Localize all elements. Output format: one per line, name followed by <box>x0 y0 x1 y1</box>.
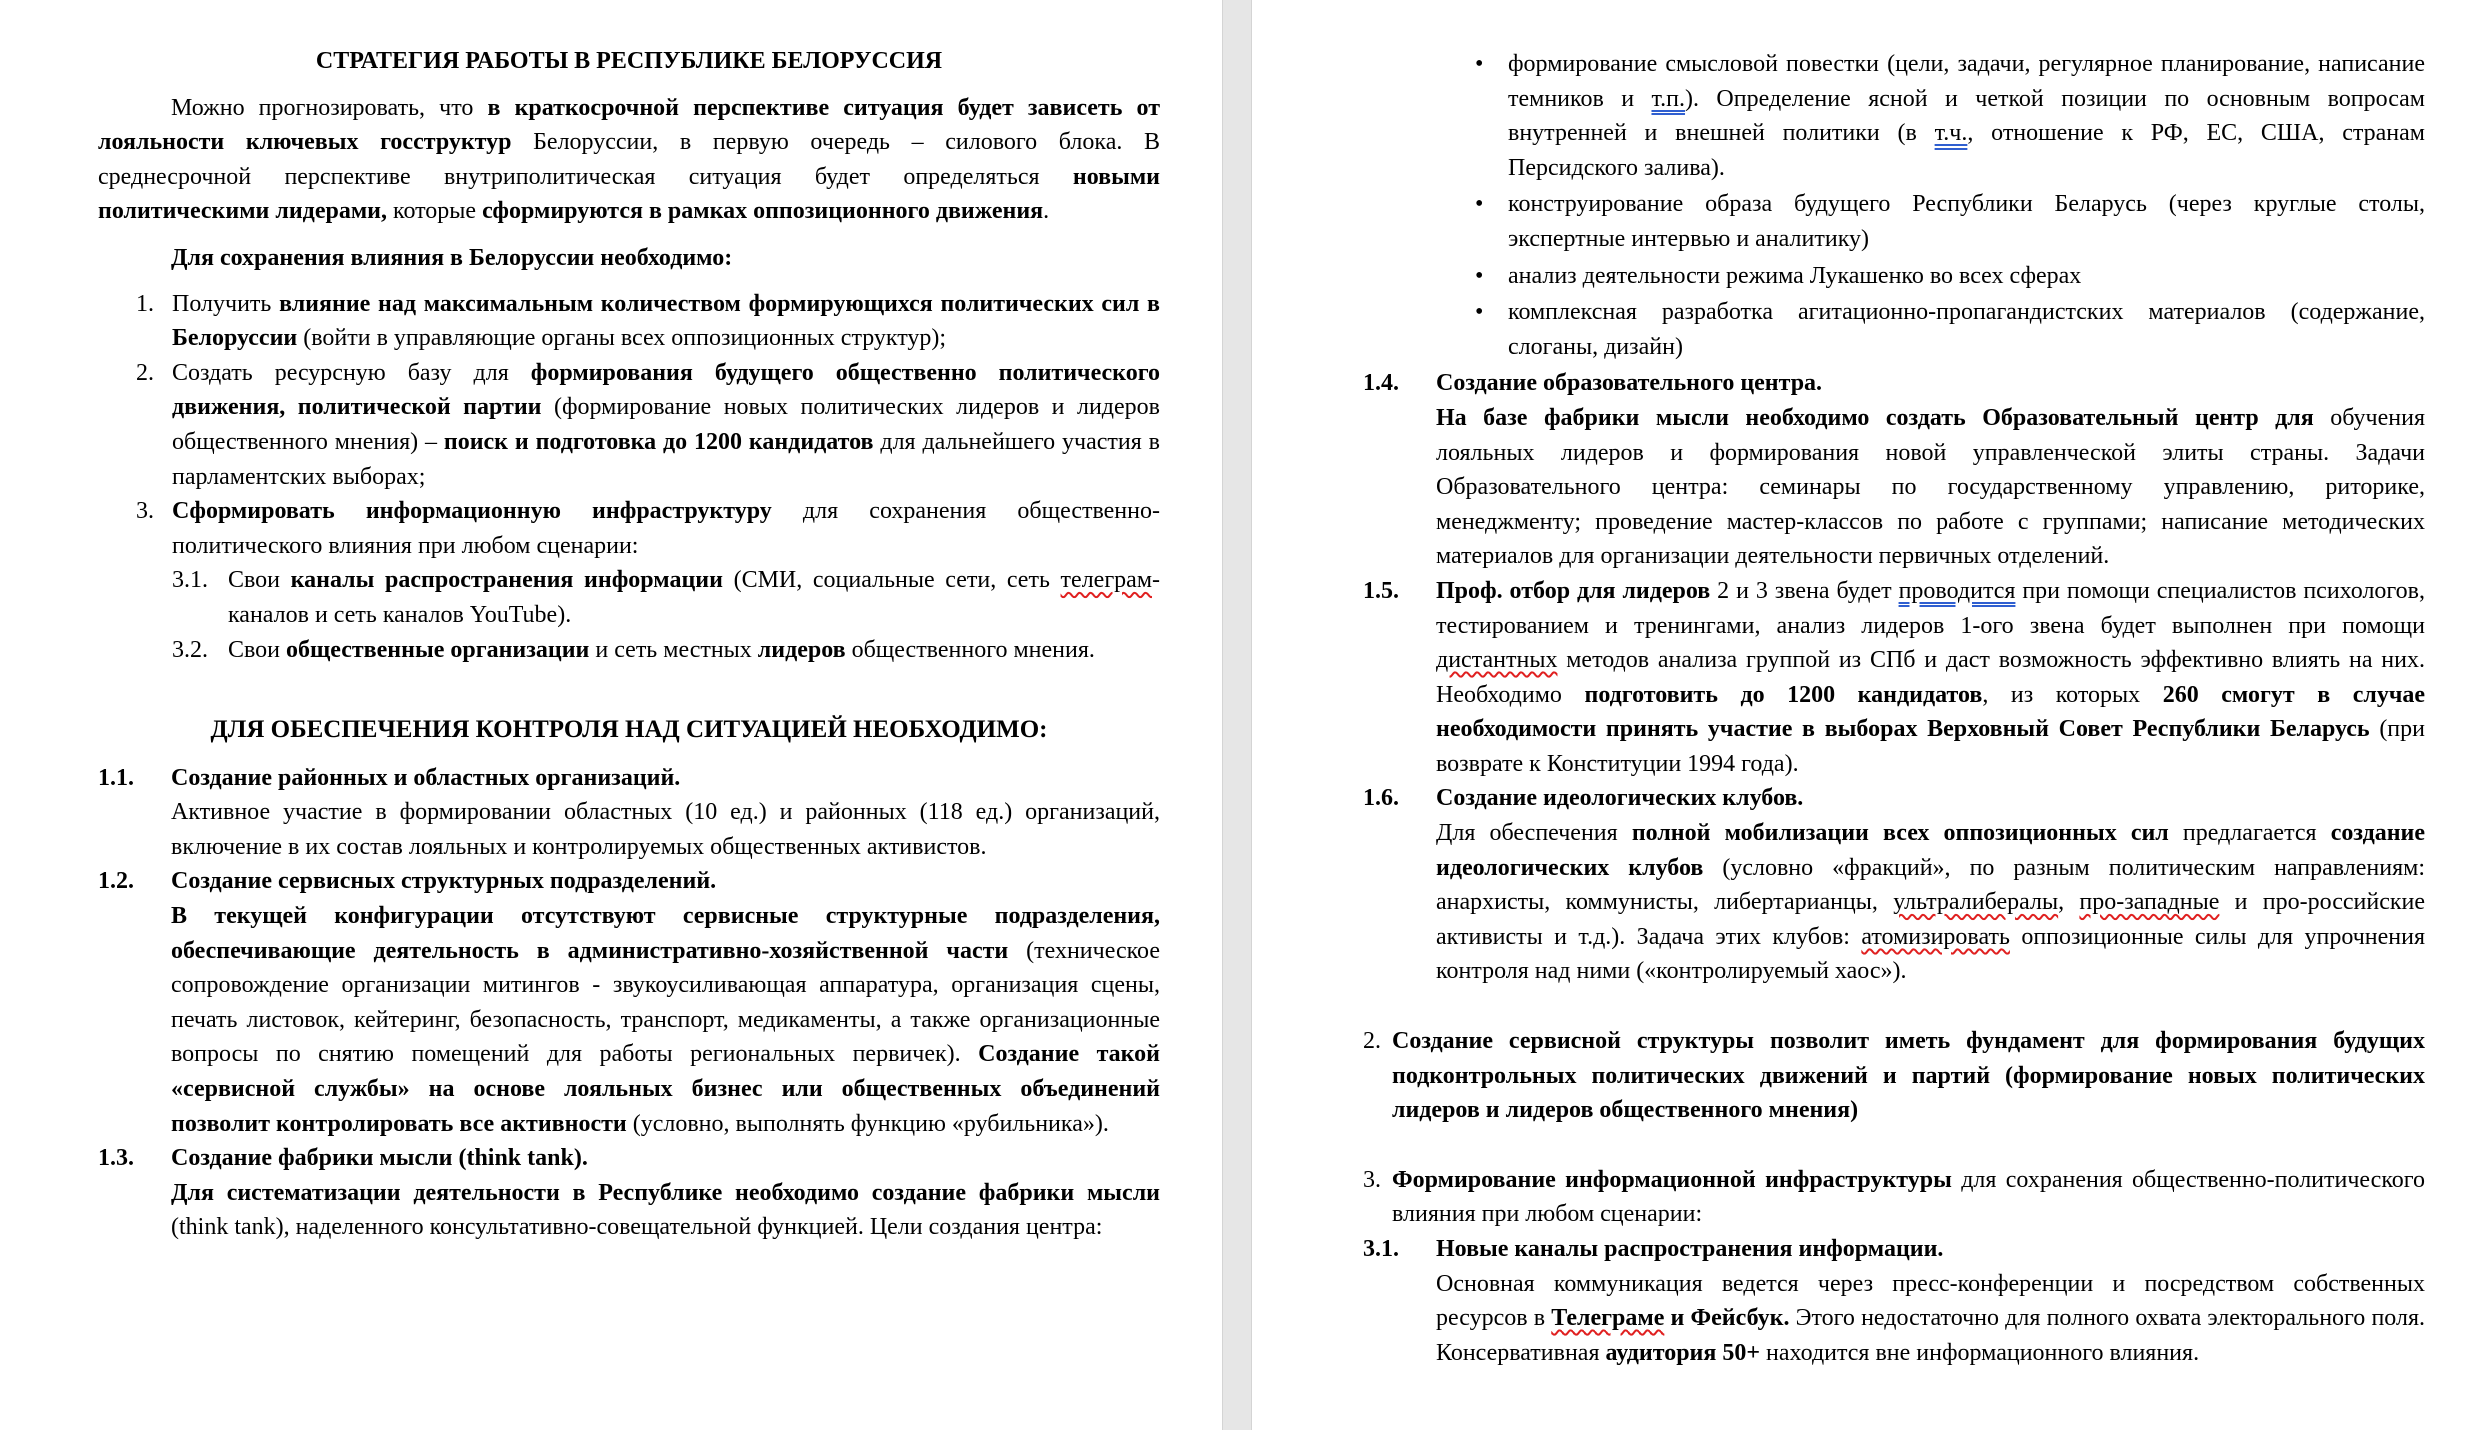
section-title <box>171 1141 1160 1176</box>
item-number: 1.6. <box>1363 785 1399 812</box>
text-run: (СМИ, социальные сети, сеть <box>722 567 1061 594</box>
text-run: Для обеспечения <box>1436 820 1632 847</box>
item-number: 3.2. <box>172 636 208 663</box>
text-run: в краткосрочной перспективе ситуация будет зависеть от лояльности ключевых госструктур <box>98 94 1161 156</box>
block-text <box>1508 191 2425 252</box>
item-number: 3.1. <box>1363 1236 1399 1262</box>
bullet-item <box>1363 47 2425 185</box>
paragraph <box>98 91 1160 229</box>
text-run: подготовить до 1200 кандидатов <box>1584 681 1983 708</box>
spelling-flagged-text: дистантных <box>1436 647 1558 674</box>
item-number: 3.1. <box>172 567 208 594</box>
section-body <box>171 795 1160 864</box>
spelling-flagged-text: телеграм <box>1060 567 1152 594</box>
text-run: общественного мнения. <box>845 636 1095 663</box>
text-run: методов анализа группой из СПб и даст возможность эффективно влиять на них. Необходимо <box>1436 647 2425 708</box>
document-page-left <box>98 44 1160 1245</box>
text-run: Создание идеологических клубов. <box>1436 785 1804 812</box>
text-run: Фейсбук. <box>1690 1305 1790 1332</box>
text-run: конструирование образа будущего Республики Беларусь (через круглые столы, экспертные интервью и аналитику) <box>1508 191 2425 252</box>
section-title <box>1436 366 2425 401</box>
text-run: (техническое сопровождение организации митингов - звукоусиливающая аппаратура, организация сцены, печать листовок, кейтеринг, безопасность, транспорт, медикаменты, а также организационные вопросы по снятию помещений для работы региональных первичек). <box>171 937 1160 1068</box>
bullet-icon: • <box>1475 299 1484 326</box>
text-run: Свои <box>228 567 291 594</box>
text-run: Формирование информационной инфраструктуры <box>1392 1166 1952 1193</box>
spelling-flagged-text: ультралибералы <box>1893 889 2059 916</box>
block-text <box>316 48 942 74</box>
numbered-item <box>98 287 1160 356</box>
text-run: которые <box>387 198 483 225</box>
text-run: и про-российские активисты и т.д.). Задача этих клубов: <box>1436 889 2426 950</box>
text-run: (условно, выполнять функцию «рубильника»). <box>626 1110 1109 1137</box>
section-body <box>1436 1267 2425 1371</box>
text-run: Создание сервисных структурных подразделений. <box>171 868 717 895</box>
block-text <box>1392 1028 2425 1123</box>
text-run: (think tank), наделенного консультативно-совещательной функцией. Цели создания центра: <box>171 1214 1103 1241</box>
bullet-icon: • <box>1475 191 1484 218</box>
grammar-flagged-text: т.п. <box>1651 85 1686 112</box>
item-number: 2. <box>136 359 154 386</box>
text-run: (войти в управляющие органы всех оппозиционных структур); <box>297 325 947 352</box>
text-run: Создание районных и областных организаций. <box>171 764 681 791</box>
text-run: Свои <box>228 636 287 663</box>
block-text <box>1508 51 2425 181</box>
text-run: полной мобилизации всех оппозиционных сил <box>1631 820 2169 847</box>
section-body <box>171 1176 1160 1245</box>
bullet-icon: • <box>1475 51 1484 77</box>
text-run: и <box>1664 1305 1691 1332</box>
block-text <box>1508 299 2425 360</box>
bullet-item <box>1363 295 2425 364</box>
text-run: Основная коммуникация ведется через пресс-конференции и посредством собственных ресурсов в <box>1436 1270 2425 1332</box>
numbered-item <box>1363 1163 2425 1232</box>
numbered-section <box>1363 1232 2425 1370</box>
text-run: для дальнейшего участия в парламентских выборах; <box>172 428 1160 490</box>
text-run: сформируются в рамках оппозиционного движения <box>482 198 1044 225</box>
text-run: ДЛЯ ОБЕСПЕЧЕНИЯ КОНТРОЛЯ НАД СИТУАЦИЕЙ НЕОБХОДИМО: <box>210 716 1048 744</box>
numbered-section <box>98 1141 1160 1245</box>
text-run: создание идеологических клубов <box>1436 820 2426 881</box>
bullet-icon: • <box>1475 262 1484 289</box>
item-number: 1.1. <box>98 764 134 791</box>
text-run: СТРАТЕГИЯ РАБОТЫ В РЕСПУБЛИКЕ БЕЛОРУССИЯ <box>315 48 943 74</box>
text-run: комплексная разработка агитационно-пропагандистских материалов (содержание, слоганы, дизайн) <box>1508 299 2425 360</box>
block-text <box>172 360 1160 490</box>
block-text <box>1392 1167 2425 1228</box>
subitem <box>98 563 1160 632</box>
text-run: Можно прогнозировать, что <box>171 94 488 121</box>
item-number: 3. <box>136 498 154 525</box>
grammar-flagged-text: проводится <box>1898 577 2016 604</box>
section-body <box>1436 401 2425 574</box>
block-text <box>98 95 1160 225</box>
item-number: 1. <box>136 290 154 317</box>
text-run: для сохранения общественно-политического влияния при любом сценарии: <box>172 498 1160 559</box>
text-run: Для систематизации деятельности в Республике необходимо создание фабрики мысли <box>171 1179 1160 1206</box>
section-title <box>171 864 1160 899</box>
text-run: Для сохранения влияния в Белоруссии необходимо: <box>171 244 733 271</box>
text-run: оппозиционные силы для упрочнения контроля над ними («контролируемый хаос»). <box>1436 923 2425 985</box>
item-number: 1.2. <box>98 868 134 895</box>
numbered-item <box>98 356 1160 494</box>
bullet-item <box>1363 259 2425 294</box>
section-body <box>1436 816 2425 989</box>
text-run: 260 смогут в случае необходимости принять участие в выборах Верховный Совет Республики Беларусь <box>1436 681 2426 743</box>
page-gutter <box>1222 0 1252 1430</box>
text-run: Создание сервисной структуры позволит иметь фундамент для формирования будущих подконтрольных политических движений и партий (формирование новых политических лидеров и лидеров общественного мнения) <box>1392 1028 2425 1124</box>
text-run: На базе фабрики мысли необходимо создать Образовательный центр для <box>1436 404 2314 431</box>
numbered-section <box>1363 574 2425 782</box>
text-run: общественные организации <box>286 636 590 663</box>
spelling-flagged-text: Телеграме <box>1551 1305 1665 1332</box>
item-number: 1.5. <box>1363 577 1399 604</box>
subitem <box>98 633 1160 668</box>
document-page-right <box>1363 47 2425 1370</box>
text-run: при помощи специалистов психологов, тестированием и тренингами, анализ лидеров 1-ого звена будет выполнен при помощи <box>1436 577 2426 639</box>
block-text <box>228 637 1095 663</box>
block-text <box>172 498 1160 559</box>
item-number: 2. <box>1363 1028 1381 1055</box>
text-run: , отношение к РФ, ЕС, США, странам Персидского залива). <box>1508 120 2425 181</box>
text-run: поиск и подготовка до 1200 кандидатов <box>443 428 874 455</box>
item-number: 1.4. <box>1363 370 1399 397</box>
block-text <box>228 567 1160 628</box>
text-run: Активное участие в формировании областных (10 ед.) и районных (118 ед.) организаций, включение в их состав лояльных и контролируемых общественных активистов. <box>171 799 1160 860</box>
text-run: Сформировать информационную инфраструктуру <box>172 498 772 525</box>
numbered-section <box>98 761 1160 865</box>
text-run: влияние над максимальным количеством формирующихся политических сил в Белоруссии <box>172 290 1160 352</box>
block-text <box>171 245 732 271</box>
text-run: для сохранения общественно-политического влияния при любом сценарии: <box>1392 1166 2426 1228</box>
lead-paragraph <box>98 241 1160 276</box>
spelling-flagged-text: атомизировать <box>1861 923 2010 950</box>
text-run: Новые каналы распространения информации. <box>1436 1236 1944 1262</box>
text-run: предлагается <box>2168 820 2331 847</box>
text-run: (формирование новых политических лидеров и лидеров общественного мнения) – <box>172 394 1160 455</box>
text-run: , <box>2058 889 2080 916</box>
numbered-item <box>1363 1024 2425 1128</box>
text-run: анализ деятельности режима Лукашенко во всех сферах <box>1508 262 2082 289</box>
numbered-section <box>1363 781 2425 989</box>
text-run: Создание фабрики мысли (think tank). <box>171 1145 588 1172</box>
section-body <box>171 899 1160 1141</box>
text-run: . <box>1043 198 1050 225</box>
text-run: Создание такой «сервисной службы» на основе лояльных бизнес или общественных объединений позволит контролировать все активности <box>171 1041 1160 1137</box>
section-title <box>1436 781 2425 816</box>
document-title <box>98 44 1160 79</box>
bullet-item <box>1363 187 2425 256</box>
text-run: Получить <box>172 290 280 317</box>
text-run: новыми политическими лидерами, <box>98 163 1160 225</box>
text-run: каналы распространения информации <box>290 567 723 594</box>
numbered-section <box>1363 366 2425 574</box>
text-run: Создание образовательного центра. <box>1436 370 1823 397</box>
numbered-item <box>98 494 1160 563</box>
text-run: В текущей конфигурации отсутствуют сервисные структурные подразделения, обеспечивающие деятельность в административно-хозяйственной части <box>171 903 1160 964</box>
text-run: лидеров <box>757 636 846 663</box>
text-run: -каналов и сеть каналов YouTube). <box>228 567 1160 628</box>
block-text <box>172 291 1160 352</box>
text-run: формирования будущего общественно политического движения, политической партии <box>172 359 1160 421</box>
text-run: Белоруссии, в первую очередь – силового блока. В среднесрочной перспективе внутриполитическая ситуация будет определяться <box>98 129 1160 190</box>
block-text <box>1508 263 2081 289</box>
section-heading <box>98 713 1160 748</box>
text-run: аудитория 50+ <box>1605 1339 1761 1366</box>
text-run: формирование смысловой повестки (цели, задачи, регулярное планирование, написание темников и <box>1508 51 2425 112</box>
text-run: , из которых <box>1982 681 2163 708</box>
text-run: обучения лояльных лидеров и формирования новой управленческой элиты страны. Задачи Образовательного центра: семинары по государственному управлению, риторике, менеджменту; проведение мастер-классов по работе с группами; написание методических материалов для организации деятельности первичных отделений. <box>1436 404 2426 570</box>
text-run: Этого недостаточно для полного охвата электорального поля. Консервативная <box>1436 1305 2425 1366</box>
item-number: 3. <box>1363 1166 1381 1193</box>
text-run: Создать ресурсную базу для <box>172 359 531 386</box>
block-text <box>211 716 1048 743</box>
text-run: (условно «фракций», по разным политическим направлениям: анархисты, коммунисты, либертарианцы, <box>1436 854 2425 916</box>
text-run: 2 и 3 звена будет <box>1710 577 1899 604</box>
text-run: (при возврате к Конституции 1994 года). <box>1436 716 2425 777</box>
item-number: 1.3. <box>98 1145 134 1172</box>
section-title <box>171 761 1160 796</box>
spelling-flagged-text: про-западные <box>2079 889 2220 916</box>
section-title <box>1436 1232 2425 1267</box>
grammar-flagged-text: т.ч. <box>1934 120 1968 147</box>
text-run: Проф. отбор для лидеров <box>1436 577 1711 604</box>
numbered-section <box>98 864 1160 1141</box>
block-text <box>1436 578 2425 777</box>
text-run: и сеть местных <box>589 636 758 663</box>
text-run: ). Определение ясной и четкой позиции по основным вопросам внутренней и внешней политики (в <box>1508 85 2425 147</box>
text-run: находится вне информационного влияния. <box>1760 1339 2200 1366</box>
